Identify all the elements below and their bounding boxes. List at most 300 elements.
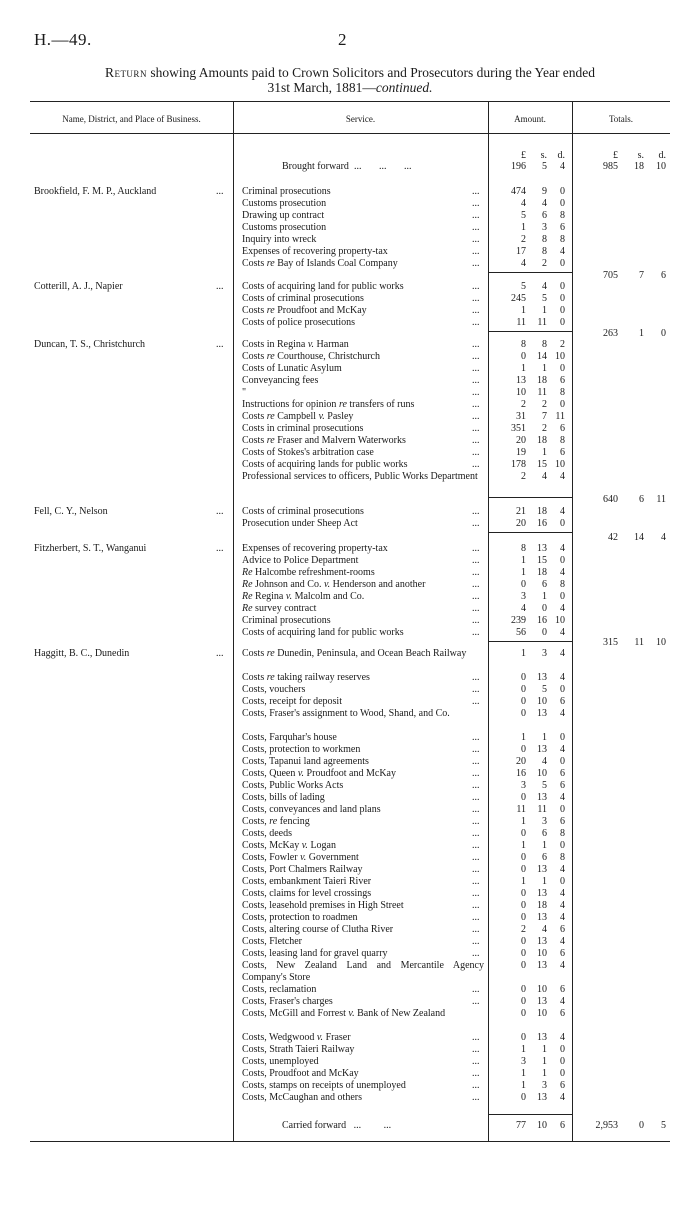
pounds-amount: 1 — [521, 305, 526, 316]
pounds-amount: 2 — [521, 399, 526, 410]
table-row-service: Advice to Police Department — [242, 555, 359, 566]
pounds-amount: 20 — [516, 518, 526, 529]
service-leader-dots: ... — [472, 543, 480, 554]
pounds-amount: 19 — [516, 447, 526, 458]
shillings-amount: 8 — [542, 246, 547, 257]
table-row-service: Costs, Queen v. Proudfoot and McKay — [242, 768, 396, 779]
pounds-amount: 31 — [516, 411, 526, 422]
pounds-amount: 3 — [521, 1056, 526, 1067]
pounds-amount: 0 — [521, 744, 526, 755]
pence-amount: 6 — [560, 984, 565, 995]
amount-pounds: 77 — [516, 1120, 526, 1131]
pounds-amount: 5 — [521, 281, 526, 292]
pounds-amount: 0 — [521, 1032, 526, 1043]
service-leader-dots: ... — [472, 603, 480, 614]
table-row-service: Costs in criminal prosecutions — [242, 423, 364, 434]
service-leader-dots: ... — [472, 744, 480, 755]
service-leader-dots: ... — [472, 591, 480, 602]
service-leader-dots: ... — [472, 1032, 480, 1043]
table-row-service: Re Halcombe refreshment-rooms — [242, 567, 375, 578]
pounds-amount: 13 — [516, 375, 526, 386]
shillings-amount: 16 — [537, 615, 547, 626]
pounds-total: 315 — [603, 637, 618, 648]
service-leader-dots: ... — [472, 579, 480, 590]
section-name: Fitzherbert, S. T., Wanganui — [34, 543, 147, 554]
table-row-service: Costs re taking railway reserves — [242, 672, 370, 683]
pence-amount: 6 — [560, 1008, 565, 1019]
shillings-amount: 4 — [542, 281, 547, 292]
table-row-service: Costs, Wedgwood v. Fraser — [242, 1032, 351, 1043]
table-row-service: Costs, Farquhar's house — [242, 732, 337, 743]
pounds-amount: 351 — [511, 423, 526, 434]
column-header-name: Name, District, and Place of Business. — [62, 114, 201, 124]
pounds-amount: 5 — [521, 210, 526, 221]
subtotal-rule — [489, 497, 572, 498]
section-name: Duncan, T. S., Christchurch — [34, 339, 146, 350]
shillings-amount: 6 — [542, 852, 547, 863]
shillings-total: 6 — [639, 494, 644, 505]
table-row-service: Costs, vouchers — [242, 684, 306, 695]
pence-amount: 10 — [555, 351, 565, 362]
pence-amount: 4 — [560, 246, 565, 257]
shillings-amount: 10 — [537, 984, 547, 995]
pounds-amount: 11 — [516, 317, 526, 328]
shillings-amount: 13 — [537, 960, 547, 971]
shillings-amount: 11 — [537, 804, 547, 815]
service-leader-dots: ... — [472, 756, 480, 767]
brought-forward-text: Brought forward — [282, 161, 349, 172]
pounds-amount: 0 — [521, 792, 526, 803]
shillings-amount: 18 — [537, 375, 547, 386]
pence-amount: 6 — [560, 948, 565, 959]
pence-amount: 4 — [560, 672, 565, 683]
table-row-service: Costs, McGill and Forrest v. Bank of New Zealand — [242, 1008, 446, 1019]
document-reference: H.—49. — [34, 30, 92, 49]
pounds-amount: 0 — [521, 828, 526, 839]
service-leader-dots: ... — [472, 672, 480, 683]
pence-amount: 10 — [555, 459, 565, 470]
table-row-service: Costs in Regina v. Harman — [242, 339, 349, 350]
section-name: Brookfield, F. M. P., Auckland — [34, 186, 157, 197]
pounds-amount: 1 — [521, 222, 526, 233]
shillings-amount: 3 — [542, 816, 547, 827]
pounds-amount: 1 — [521, 840, 526, 851]
pounds-amount: 16 — [516, 768, 526, 779]
table-row-service: Costs of Stokes's arbitration case — [242, 447, 374, 458]
pounds-amount: 0 — [521, 900, 526, 911]
table-row-service: Criminal prosecutions — [242, 186, 331, 197]
table-row-service: Costs, claims for level crossings — [242, 888, 372, 899]
amount-pence: 6 — [560, 1120, 565, 1131]
service-leader-dots: ... — [472, 387, 480, 398]
pence-amount: 0 — [560, 876, 565, 887]
service-leader-dots: ... — [472, 375, 480, 386]
total-pounds: 2,953 — [595, 1120, 618, 1131]
unit-pence: d. — [658, 150, 666, 161]
pounds-amount: 1 — [521, 1044, 526, 1055]
table-row-service: Prosecution under Sheep Act — [242, 518, 358, 529]
shillings-amount: 13 — [537, 864, 547, 875]
pence-amount: 6 — [560, 924, 565, 935]
pence-amount: 0 — [560, 518, 565, 529]
pence-amount: 6 — [560, 375, 565, 386]
service-leader-dots: ... — [472, 555, 480, 566]
page-number: 2 — [338, 30, 347, 49]
pence-amount: 10 — [555, 615, 565, 626]
pence-amount: 0 — [560, 198, 565, 209]
shillings-amount: 1 — [542, 305, 547, 316]
pounds-amount: 0 — [521, 351, 526, 362]
service-leader-dots: ... — [472, 258, 480, 269]
shillings-amount: 13 — [537, 996, 547, 1007]
column-header-totals: Totals. — [608, 114, 634, 124]
shillings-amount: 11 — [537, 387, 547, 398]
shillings-amount: 7 — [542, 411, 547, 422]
pence-amount: 6 — [560, 696, 565, 707]
pence-amount: 0 — [560, 1044, 565, 1055]
pounds-amount: 474 — [511, 186, 526, 197]
pence-amount: 6 — [560, 222, 565, 233]
shillings-amount: 3 — [542, 648, 547, 659]
pence-amount: 6 — [560, 768, 565, 779]
pounds-amount: 10 — [516, 387, 526, 398]
pounds-amount: 1 — [521, 363, 526, 374]
table-row-service: Costs, altering course of Clutha River — [242, 924, 394, 935]
service-leader-dots: ... — [472, 852, 480, 863]
unit-pounds: £ — [521, 150, 526, 161]
service-leader-dots: ... — [472, 423, 480, 434]
service-leader-dots: ... — [472, 293, 480, 304]
section-name: Haggitt, B. C., Dunedin — [34, 648, 130, 659]
table-row-service: Costs, stamps on receipts of unemployed — [242, 1080, 406, 1091]
shillings-amount: 15 — [537, 459, 547, 470]
table-row-service: Costs, receipt for deposit — [242, 696, 342, 707]
shillings-amount: 13 — [537, 912, 547, 923]
pence-amount: 4 — [560, 744, 565, 755]
pounds-amount: 0 — [521, 936, 526, 947]
shillings-amount: 2 — [542, 423, 547, 434]
table-row-service: Costs re Courthouse, Christchurch — [242, 351, 380, 362]
column-header-amount: Amount. — [514, 114, 546, 124]
service-leader-dots: ... — [472, 804, 480, 815]
pence-amount: 4 — [560, 567, 565, 578]
pounds-amount: 1 — [521, 1068, 526, 1079]
pence-amount: 8 — [560, 210, 565, 221]
shillings-amount: 4 — [542, 756, 547, 767]
pounds-amount: 1 — [521, 732, 526, 743]
shillings-total: 11 — [634, 637, 644, 648]
total-shillings: 18 — [634, 161, 644, 172]
shillings-amount: 13 — [537, 792, 547, 803]
pounds-amount: 0 — [521, 984, 526, 995]
brought-forward-label: Brought forward ... ... ... — [282, 161, 412, 172]
service-leader-dots: ... — [472, 435, 480, 446]
pounds-amount: 2 — [521, 234, 526, 245]
table-row-service: Costs, reclamation — [242, 984, 317, 995]
unit-pence: d. — [557, 150, 565, 161]
table-row-service: Costs, protection to roadmen — [242, 912, 358, 923]
service-leader-dots: ... — [472, 234, 480, 245]
service-leader-dots: ... — [472, 1056, 480, 1067]
pence-amount: 4 — [560, 960, 565, 971]
shillings-amount: 4 — [542, 471, 547, 482]
pence-amount: 4 — [560, 603, 565, 614]
service-leader-dots: ... — [472, 186, 480, 197]
pounds-amount: 21 — [516, 506, 526, 517]
pence-amount: 8 — [560, 828, 565, 839]
amount-pounds: 196 — [511, 161, 526, 172]
pence-amount: 0 — [560, 317, 565, 328]
shillings-amount: 1 — [542, 447, 547, 458]
pounds-amount: 3 — [521, 591, 526, 602]
table-row-service: Costs, Fraser's assignment to Wood, Shand, and Co. — [242, 708, 450, 719]
service-leader-dots: ... — [472, 1068, 480, 1079]
pounds-amount: 1 — [521, 555, 526, 566]
carried-forward-label: Carried forward ... ... — [282, 1120, 392, 1131]
unit-pounds: £ — [613, 150, 618, 161]
shillings-amount: 13 — [537, 888, 547, 899]
shillings-total: 7 — [639, 270, 644, 281]
pence-amount: 8 — [560, 387, 565, 398]
shillings-amount: 18 — [537, 435, 547, 446]
table-row-service: Costs, Strath Taieri Railway — [242, 1044, 355, 1055]
pounds-amount: 1 — [521, 567, 526, 578]
table-row-service: Costs, unemployed — [242, 1056, 319, 1067]
table-row-service: Instructions for opinion re transfers of runs — [242, 399, 415, 410]
pounds-amount: 0 — [521, 708, 526, 719]
shillings-amount: 10 — [537, 1008, 547, 1019]
table-row-service: Costs, New Zealand Land and Mercantile Agency Company's Store — [242, 960, 484, 983]
service-leader-dots: ... — [472, 363, 480, 374]
pence-amount: 0 — [560, 258, 565, 269]
shillings-amount: 1 — [542, 732, 547, 743]
service-leader-dots: ... — [472, 780, 480, 791]
pounds-amount: 1 — [521, 1080, 526, 1091]
pence-amount: 6 — [560, 423, 565, 434]
table-row-service: Costs of acquiring lands for public works — [242, 459, 408, 470]
shillings-amount: 13 — [537, 1092, 547, 1103]
table-row-service: Costs, re fencing — [242, 816, 310, 827]
name-leader-dots: ... — [216, 186, 224, 197]
table-row-service: Re survey contract — [242, 603, 317, 614]
service-leader-dots: ... — [472, 339, 480, 350]
pence-amount: 4 — [560, 996, 565, 1007]
pence-amount: 2 — [560, 339, 565, 350]
table-row-service: Costs, McKay v. Logan — [242, 840, 336, 851]
shillings-amount: 13 — [537, 744, 547, 755]
pence-amount: 8 — [560, 852, 565, 863]
name-leader-dots: ... — [216, 281, 224, 292]
table-row-service: Costs, deeds — [242, 828, 292, 839]
pence-amount: 4 — [560, 912, 565, 923]
pounds-total: 263 — [603, 328, 618, 339]
shillings-amount: 13 — [537, 708, 547, 719]
service-leader-dots: ... — [472, 876, 480, 887]
pounds-amount: 8 — [521, 543, 526, 554]
table-bottom-rule — [30, 1141, 670, 1142]
shillings-amount: 5 — [542, 780, 547, 791]
pence-amount: 0 — [560, 840, 565, 851]
pounds-amount: 239 — [511, 615, 526, 626]
table-row-service: Costs, McCaughan and others — [242, 1092, 362, 1103]
table-row-service: Costs, conveyances and land plans — [242, 804, 381, 815]
pence-amount: 0 — [560, 684, 565, 695]
pence-amount: 4 — [560, 936, 565, 947]
pence-amount: 0 — [560, 1068, 565, 1079]
shillings-amount: 11 — [537, 317, 547, 328]
service-leader-dots: ... — [472, 900, 480, 911]
shillings-amount: 15 — [537, 555, 547, 566]
shillings-amount: 2 — [542, 399, 547, 410]
pounds-total: 42 — [608, 532, 618, 543]
service-leader-dots: ... — [472, 1080, 480, 1091]
pounds-amount: 17 — [516, 246, 526, 257]
pounds-amount: 1 — [521, 816, 526, 827]
title-line1: showing Amounts paid to Crown Solicitors and Prosecutors during the Year ended — [146, 65, 596, 80]
pounds-amount: 0 — [521, 852, 526, 863]
shillings-amount: 1 — [542, 363, 547, 374]
shillings-amount: 16 — [537, 518, 547, 529]
shillings-amount: 0 — [542, 603, 547, 614]
service-leader-dots: ... — [472, 864, 480, 875]
table-row-service: Costs, embankment Taieri River — [242, 876, 372, 887]
shillings-amount: 1 — [542, 840, 547, 851]
table-row-service: Costs of acquiring land for public works — [242, 281, 404, 292]
pounds-amount: 4 — [521, 198, 526, 209]
shillings-amount: 8 — [542, 339, 547, 350]
service-leader-dots: ... — [472, 627, 480, 638]
shillings-amount: 6 — [542, 579, 547, 590]
unit-shillings: s. — [637, 150, 644, 161]
shillings-amount: 4 — [542, 924, 547, 935]
column-divider-2 — [488, 101, 489, 1141]
pence-amount: 4 — [560, 543, 565, 554]
shillings-amount: 2 — [542, 258, 547, 269]
column-divider-1 — [233, 101, 234, 1141]
shillings-amount: 10 — [537, 768, 547, 779]
shillings-total: 1 — [639, 328, 644, 339]
service-leader-dots: ... — [472, 518, 480, 529]
shillings-amount: 18 — [537, 567, 547, 578]
pence-amount: 4 — [560, 1092, 565, 1103]
total-pence: 5 — [661, 1120, 666, 1131]
pence-amount: 8 — [560, 234, 565, 245]
service-leader-dots: ... — [472, 792, 480, 803]
pounds-amount: 178 — [511, 459, 526, 470]
total-pence: 10 — [656, 161, 666, 172]
shillings-amount: 1 — [542, 876, 547, 887]
pounds-amount: 56 — [516, 627, 526, 638]
pence-amount: 4 — [560, 708, 565, 719]
pence-amount: 0 — [560, 186, 565, 197]
shillings-amount: 0 — [542, 627, 547, 638]
pence-amount: 4 — [560, 1032, 565, 1043]
table-row-service: Criminal prosecutions — [242, 615, 331, 626]
pounds-amount: 0 — [521, 996, 526, 1007]
shillings-amount: 1 — [542, 591, 547, 602]
subtotal-rule — [489, 532, 572, 533]
service-leader-dots: ... — [472, 459, 480, 470]
pence-amount: 0 — [560, 399, 565, 410]
carried-forward-rule — [489, 1114, 572, 1115]
service-leader-dots: ... — [472, 399, 480, 410]
service-leader-dots: ... — [472, 924, 480, 935]
pence-amount: 0 — [560, 591, 565, 602]
pounds-amount: 8 — [521, 339, 526, 350]
table-row-service: Re Regina v. Malcolm and Co. — [242, 591, 365, 602]
pounds-amount: 20 — [516, 435, 526, 446]
pounds-amount: 11 — [516, 804, 526, 815]
pence-total: 4 — [661, 532, 666, 543]
name-leader-dots: ... — [216, 543, 224, 554]
name-leader-dots: ... — [216, 339, 224, 350]
service-leader-dots: ... — [472, 351, 480, 362]
shillings-amount: 10 — [537, 948, 547, 959]
pounds-amount: 0 — [521, 1092, 526, 1103]
pounds-amount: 4 — [521, 603, 526, 614]
service-leader-dots: ... — [472, 567, 480, 578]
pounds-amount: 1 — [521, 876, 526, 887]
shillings-total: 14 — [634, 532, 644, 543]
service-leader-dots: ... — [472, 246, 480, 257]
subtotal-rule — [489, 331, 572, 332]
service-leader-dots: ... — [472, 984, 480, 995]
table-row-service: Costs, Proudfoot and McKay — [242, 1068, 359, 1079]
service-leader-dots: ... — [472, 210, 480, 221]
service-leader-dots: ... — [472, 281, 480, 292]
table-row-service: Costs, Fletcher — [242, 936, 302, 947]
title-continued: continued. — [375, 80, 433, 95]
table-row-service: Costs of criminal prosecutions — [242, 506, 364, 517]
shillings-amount: 6 — [542, 210, 547, 221]
service-leader-dots: ... — [472, 447, 480, 458]
service-leader-dots: ... — [472, 198, 480, 209]
shillings-amount: 5 — [542, 293, 547, 304]
table-row-service: Expenses of recovering property-tax — [242, 246, 388, 257]
table-row-service: Costs of police prosecutions — [242, 317, 356, 328]
name-leader-dots: ... — [216, 506, 224, 517]
table-row-service: Costs re Bay of Islands Coal Company — [242, 258, 398, 269]
pence-amount: 0 — [560, 804, 565, 815]
table-row-service: Costs re Fraser and Malvern Waterworks — [242, 435, 406, 446]
service-leader-dots: ... — [472, 615, 480, 626]
service-leader-dots: ... — [472, 305, 480, 316]
pounds-amount: 245 — [511, 293, 526, 304]
total-shillings: 0 — [639, 1120, 644, 1131]
pence-amount: 11 — [555, 411, 565, 422]
service-leader-dots: ... — [472, 411, 480, 422]
column-divider-3 — [572, 101, 573, 1141]
pence-amount: 4 — [560, 900, 565, 911]
title-line2: 31st March, 1881— — [267, 80, 376, 95]
table-row-service: Customs prosecution — [242, 222, 327, 233]
table-row-service: Professional services to officers, Public Works Department — [242, 471, 478, 482]
pounds-amount: 0 — [521, 864, 526, 875]
shillings-amount: 10 — [537, 696, 547, 707]
service-leader-dots: ... — [472, 1092, 480, 1103]
shillings-amount: 1 — [542, 1068, 547, 1079]
table-row-service: Re Johnson and Co. v. Henderson and another — [242, 579, 426, 590]
subtotal-rule — [489, 272, 572, 273]
service-leader-dots: ... — [472, 317, 480, 328]
pence-amount: 4 — [560, 792, 565, 803]
pounds-amount: 1 — [521, 648, 526, 659]
column-header-service: Service. — [345, 114, 376, 124]
pence-total: 10 — [656, 637, 666, 648]
pounds-amount: 0 — [521, 1008, 526, 1019]
pence-amount: 0 — [560, 281, 565, 292]
table-row-service: Costs re Proudfoot and McKay — [242, 305, 367, 316]
